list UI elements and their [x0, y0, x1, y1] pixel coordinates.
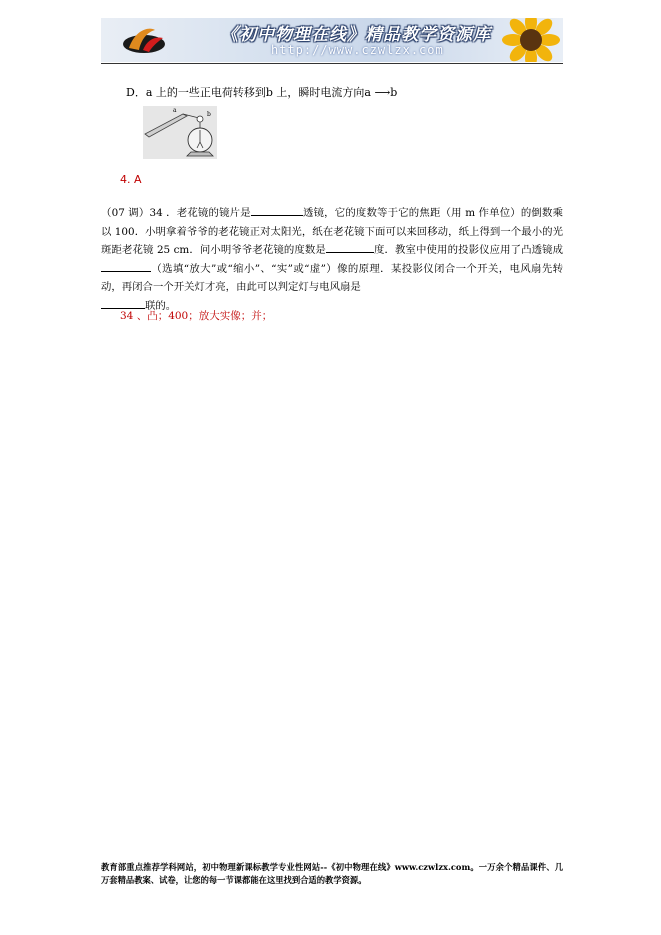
question-34: [101, 204, 563, 316]
sunflower-icon: [501, 18, 561, 62]
figure-label-a: a: [173, 107, 177, 114]
question-34-part2: 透镜，它的度数等于它的焦距（用 m 作单位）的倒数乘以 100．小明拿着爷爷的老花镜正对太阳光，纸在老花镜下面可以来回移动，纸上得到一个最小的光斑距老花镜 25 cm．问小明爷爷老花镜的度数是: [101, 207, 563, 257]
question-34-part5: 联的。: [145, 299, 177, 312]
blank-image-type: [101, 260, 151, 272]
footer-note: 教育部重点推荐学科网站，初中物理新课标教学专业性网站--《初中物理在线》www.czwlzx.com。一万余个精品课件、几万套精品教案、试卷，让您的每一节课都能在这里找到合适的教学资源。: [101, 862, 563, 885]
answer-4: 4. A: [120, 173, 142, 186]
answer-34: 34 、凸；400；放大实像；并；: [120, 310, 273, 322]
question-34-part1: （07 调）34 ．老花镜的镜片是: [101, 207, 251, 219]
site-url[interactable]: http://www.czwlzx.com: [271, 43, 444, 57]
header-divider: [101, 63, 563, 64]
site-logo-icon: [121, 26, 167, 56]
question-34-part3: 度．教室中使用的投影仪应用了凸透镜成: [373, 244, 563, 257]
electroscope-figure: [143, 106, 217, 159]
site-title: 《初中物理在线》精品教学资源库: [221, 25, 491, 45]
figure-label-b: b: [207, 111, 211, 118]
option-d-end: b: [390, 86, 398, 99]
question-34-part4: （选填“放大”或“缩小”、“实”或“虚”）像的原理．某投影仪闭合一个开关，电风扇先转动，再闭合一个开关灯才亮，由此可以判定灯与电风扇是: [101, 262, 563, 294]
arrow-icon: ⟶: [374, 86, 391, 99]
blank-degree: [326, 241, 374, 253]
option-d-text: D．a 上的一些正电荷转移到b 上，瞬时电流方向a: [126, 86, 375, 99]
blank-lens-type: [251, 204, 303, 216]
option-d: [126, 84, 397, 100]
header-banner: [101, 18, 563, 62]
